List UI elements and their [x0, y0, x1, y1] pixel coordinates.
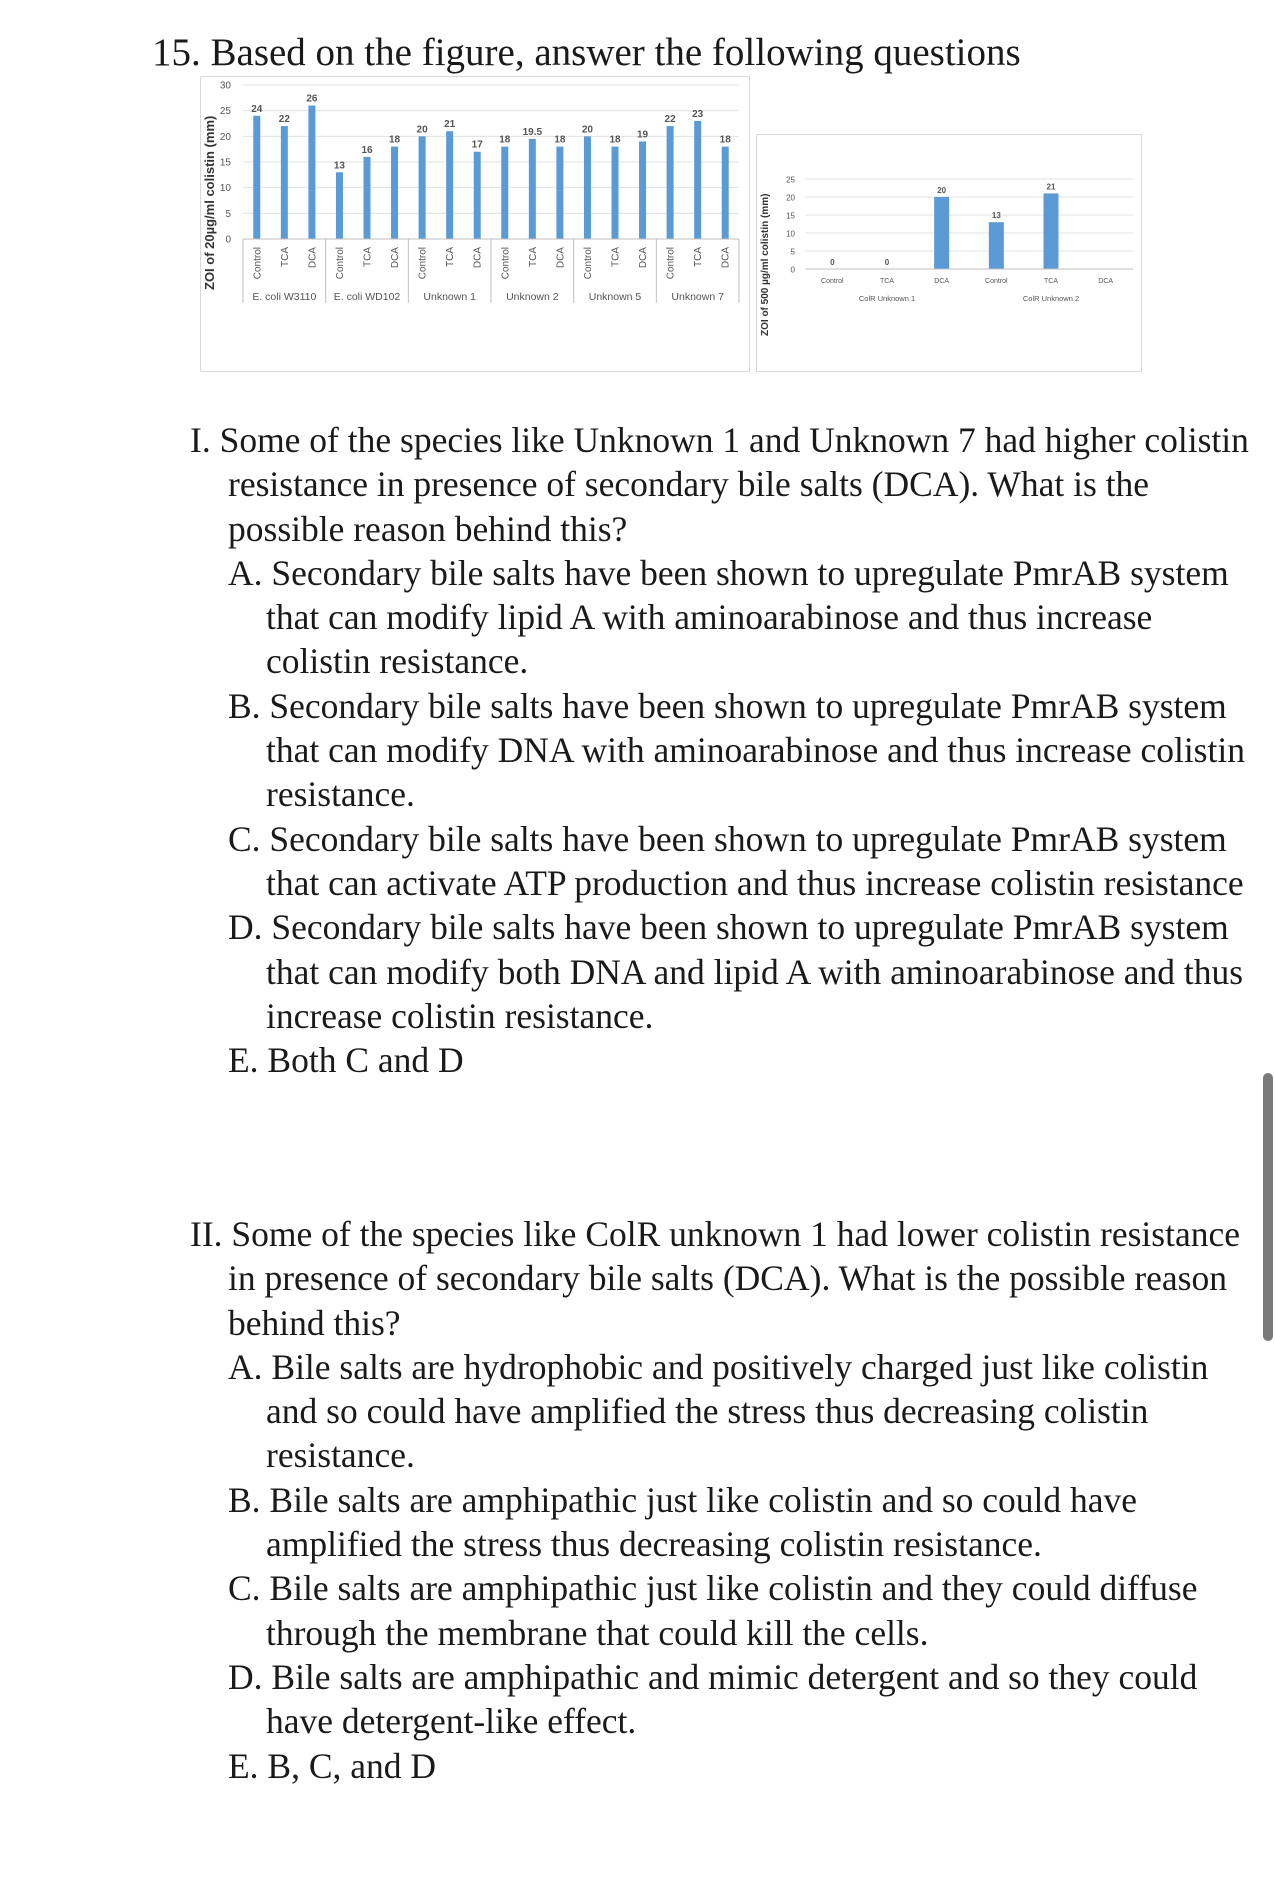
question-1-option-b[interactable]: B. Secondary bile salts have been shown to upregulate PmrAB system that can modify DNA with aminoarabinose and thus increase colistin resistance.	[228, 685, 1245, 815]
right-y-tick: 10	[786, 229, 795, 239]
left-bar	[694, 121, 701, 239]
right-y-tick: 0	[790, 265, 795, 275]
left-category-label: Control	[500, 247, 512, 280]
chart-left-ylabel: ZOI of 20µg/ml colistin (mm)	[202, 115, 217, 290]
left-data-label: 18	[609, 134, 621, 146]
right-category-label: Control	[985, 278, 1008, 285]
question-2-option-c[interactable]: C. Bile salts are amphipathic just like colistin and they could diffuse through the membrane that could kill the cells.	[228, 1568, 1198, 1653]
left-group-label: E. coli WD102	[333, 291, 401, 303]
left-category-label: DCA	[307, 247, 319, 269]
question-1-option-e[interactable]: E. Both C and D	[228, 1040, 464, 1081]
left-group-label: Unknown 5	[588, 291, 642, 303]
left-data-label: 21	[444, 119, 456, 131]
left-bar	[612, 147, 619, 239]
left-category-label: Control	[417, 247, 429, 280]
left-bar	[722, 147, 729, 239]
right-bar	[989, 222, 1004, 269]
left-category-label: Control	[582, 247, 594, 280]
question-2-option-a[interactable]: A. Bile salts are hydrophobic and positively charged just like colistin and so could have amplified the stress thus decreasing colistin resistance.	[228, 1346, 1209, 1476]
left-data-label: 19.5	[522, 126, 543, 138]
left-y-tick: 10	[219, 183, 231, 195]
left-data-label: 26	[306, 93, 318, 105]
left-bar	[529, 139, 536, 239]
chart-zoi-500ug	[756, 134, 1142, 372]
left-category-label: TCA	[527, 247, 539, 267]
right-y-tick: 15	[786, 211, 795, 221]
question-title: 15. Based on the figure, answer the following questions	[152, 31, 1021, 74]
left-data-label: 16	[361, 144, 373, 156]
left-y-tick: 20	[219, 131, 231, 143]
scrollbar-thumb[interactable]	[1263, 1073, 1273, 1341]
right-data-label: 20	[937, 186, 947, 195]
right-bar	[1044, 193, 1059, 269]
left-group-label: E. coli W3110	[252, 291, 317, 303]
left-category-label: DCA	[638, 247, 650, 269]
left-data-label: 13	[333, 160, 346, 172]
right-category-label: Control	[821, 278, 844, 285]
right-data-label: 0	[830, 258, 835, 267]
left-group-label: Unknown 7	[671, 291, 724, 303]
question-2-stem: II. Some of the species like ColR unknown 1 had lower colistin resistance in presence of secondary bile salts (DCA). What is the possible reason behind this?	[190, 1214, 1240, 1343]
left-y-tick: 5	[225, 208, 231, 220]
left-data-label: 18	[499, 134, 511, 146]
question-1-option-a[interactable]: A. Secondary bile salts have been shown to upregulate PmrAB system that can modify lipid A with aminoarabinose and thus increase colistin resistance.	[228, 552, 1229, 682]
question-2	[190, 1212, 1250, 1788]
left-category-label: TCA	[445, 247, 457, 267]
chart-right-ylabel: ZOI of 500 µg/ml colistin (mm)	[760, 193, 771, 336]
left-data-label: 20	[581, 124, 594, 136]
left-data-label: 18	[554, 134, 566, 146]
question-2-option-e[interactable]: E. B, C, and D	[228, 1745, 437, 1786]
right-category-label: TCA	[1044, 278, 1058, 285]
left-group-label: Unknown 1	[423, 291, 476, 303]
chart-right-svg	[757, 135, 1141, 371]
right-data-label: 0	[884, 258, 890, 267]
left-bar	[336, 172, 343, 239]
left-data-label: 22	[278, 114, 290, 126]
right-y-tick: 5	[790, 247, 795, 257]
question-1-option-d[interactable]: D. Secondary bile salts have been shown to upregulate PmrAB system that can modify both DNA and lipid A with aminoarabinose and thus increase colistin resistance.	[228, 907, 1244, 1036]
left-bar	[419, 136, 426, 239]
left-bar	[584, 136, 591, 239]
left-bar	[501, 147, 508, 239]
left-bar	[308, 106, 315, 239]
left-category-label: TCA	[610, 247, 622, 267]
left-group-label: Unknown 2	[506, 291, 559, 303]
right-bar	[934, 197, 949, 269]
left-category-label: Control	[665, 247, 677, 280]
left-y-tick: 30	[219, 80, 231, 92]
left-bar	[474, 152, 481, 239]
left-bar	[667, 126, 674, 239]
right-group-label: ColR Unknown 1	[858, 294, 916, 303]
left-category-label: DCA	[555, 247, 567, 269]
right-category-label: DCA	[1098, 278, 1114, 285]
left-data-label: 20	[416, 124, 428, 136]
left-data-label: 22	[664, 114, 676, 126]
left-data-label: 24	[251, 103, 263, 115]
left-data-label: 23	[692, 108, 704, 120]
left-category-label: TCA	[693, 246, 705, 267]
left-bar	[639, 141, 646, 239]
chart-left-svg	[201, 77, 749, 371]
left-bar	[556, 147, 563, 239]
question-2-option-d[interactable]: D. Bile salts are amphipathic and mimic detergent and so they could have detergent-like effect.	[228, 1656, 1198, 1742]
left-category-label: TCA	[279, 247, 291, 267]
left-bar	[364, 157, 371, 239]
left-data-label: 19	[636, 129, 649, 141]
question-1	[190, 418, 1250, 1082]
left-bar	[446, 131, 453, 239]
left-category-label: Control	[252, 247, 264, 280]
question-2-option-b[interactable]: B. Bile salts are amphipathic just like colistin and so could have amplified the stress thus decreasing colistin resistance.	[228, 1479, 1138, 1565]
left-category-label: TCA	[362, 247, 374, 267]
question-1-stem: I. Some of the species like Unknown 1 and Unknown 7 had higher colistin resistance in presence of secondary bile salts (DCA). What is the possible reason behind this?	[190, 420, 1249, 549]
left-bar	[281, 126, 288, 239]
left-y-tick: 25	[219, 106, 231, 118]
left-data-label: 18	[719, 134, 731, 146]
left-data-label: 17	[471, 139, 483, 151]
right-category-label: DCA	[934, 278, 950, 285]
left-bar	[253, 116, 260, 239]
chart-zoi-20ug	[200, 76, 750, 372]
left-y-tick: 15	[219, 157, 231, 169]
left-category-label: DCA	[720, 247, 732, 269]
left-category-label: Control	[334, 247, 346, 280]
right-group-label: ColR Unknown 2	[1022, 294, 1080, 303]
right-data-label: 21	[1046, 182, 1056, 192]
right-data-label: 13	[991, 211, 1001, 221]
right-y-tick: 20	[786, 193, 795, 203]
left-category-label: DCA	[390, 247, 402, 269]
left-category-label: DCA	[472, 247, 484, 269]
left-y-tick: 0	[225, 234, 231, 246]
question-1-option-c[interactable]: C. Secondary bile salts have been shown to upregulate PmrAB system that can activate ATP production and thus increase colistin resistance	[228, 818, 1244, 903]
right-category-label: TCA	[880, 278, 894, 285]
right-y-tick: 25	[786, 175, 795, 185]
left-bar	[391, 147, 398, 239]
left-data-label: 18	[388, 134, 401, 146]
